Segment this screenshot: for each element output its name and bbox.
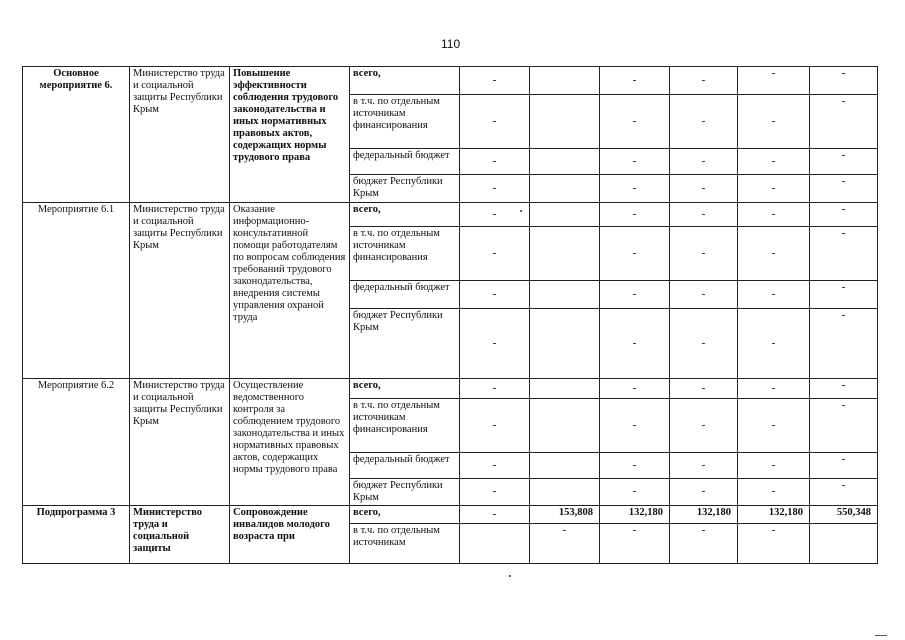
value-cell: - [738,95,810,149]
source-separate: в т.ч. по отдельным источникам [350,524,460,564]
value-cell: - [460,203,530,227]
value-cell: - [810,281,878,309]
value-cell: 153,808 [530,506,600,524]
value-cell: - [738,524,810,564]
value-cell: - [600,149,670,175]
source-federal: федеральный бюджет [350,453,460,479]
value-cell: 132,180 [600,506,670,524]
value-cell: - [460,95,530,149]
value-cell: - [460,399,530,453]
value-cell: - [738,175,810,203]
value-cell: - [460,309,530,379]
executor: Министерство труда и социальной защиты Республики Крым [130,379,230,506]
value-cell: - [738,281,810,309]
activity-description: Повышение эффективности соблюдения трудового законодательства и иных нормативных правовых актов, содержащих нормы трудового права [230,67,350,203]
value-cell: - [460,227,530,281]
value-cell: - [600,453,670,479]
value-cell: - [810,203,878,227]
activity-name: Мероприятие 6.1 [23,203,130,379]
executor: Министерство труда и социальной защиты [130,506,230,564]
value-cell [530,309,600,379]
activity-name: Основное мероприятие 6. [23,67,130,203]
value-cell [530,281,600,309]
value-cell: - [738,227,810,281]
value-cell [530,95,600,149]
source-total: всего, [350,67,460,95]
executor: Министерство труда и социальной защиты Республики Крым [130,203,230,379]
value-cell: - [460,149,530,175]
value-cell: - [600,379,670,399]
value-cell: - [670,524,738,564]
value-cell: - [600,203,670,227]
value-cell [530,399,600,453]
value-cell: - [460,479,530,506]
scan-speck [509,575,511,577]
value-cell: - [530,524,600,564]
value-cell: - [738,379,810,399]
activity-name: Подпрограмма 3 [23,506,130,564]
budget-table [22,66,878,564]
value-cell: - [460,453,530,479]
value-cell [530,149,600,175]
value-cell: - [460,506,530,524]
value-cell [530,379,600,399]
value-cell: - [600,309,670,379]
value-cell: - [600,399,670,453]
value-cell [530,175,600,203]
value-cell: - [670,175,738,203]
source-separate: в т.ч. по отдельным источникам финансирования [350,95,460,149]
source-regional: бюджет Республики Крым [350,309,460,379]
value-cell: - [670,149,738,175]
value-cell: - [460,281,530,309]
value-cell [810,524,878,564]
value-cell: - [600,95,670,149]
value-cell: - [460,379,530,399]
value-cell: - [670,379,738,399]
value-cell: 550,348 [810,506,878,524]
value-cell: - [600,524,670,564]
value-cell: - [670,203,738,227]
value-cell: - [600,67,670,95]
value-cell: - [738,399,810,453]
value-cell: - [810,175,878,203]
value-cell: - [810,399,878,453]
value-cell: - [738,149,810,175]
executor: Министерство труда и социальной защиты Республики Крым [130,67,230,203]
value-cell [530,203,600,227]
value-cell: - [738,453,810,479]
value-cell: - [670,67,738,95]
value-cell: 132,180 [738,506,810,524]
scan-speck [520,210,522,212]
activity-description: Сопровождение инвалидов молодого возраста при [230,506,350,564]
source-federal: федеральный бюджет [350,281,460,309]
value-cell: - [738,309,810,379]
source-total: всего, [350,379,460,399]
value-cell [530,479,600,506]
source-separate: в т.ч. по отдельным источникам финансирования [350,399,460,453]
value-cell [530,227,600,281]
value-cell: - [738,479,810,506]
value-cell: - [738,203,810,227]
activity-name: Мероприятие 6.2 [23,379,130,506]
value-cell: - [810,227,878,281]
value-cell: - [600,479,670,506]
activity-description: Осуществление ведомственного контроля за соблюдением трудового законодательства и иных нормативных правовых актов, содержащих нормы трудового права [230,379,350,506]
activity-description: Оказание информационно-консультативной помощи работодателям по вопросам соблюдения требований трудового законодательства, внедрения системы управления охраной труда [230,203,350,379]
value-cell: - [810,309,878,379]
source-total: всего, [350,203,460,227]
page-number: 110 [441,37,461,51]
value-cell: - [670,479,738,506]
value-cell: - [600,175,670,203]
source-regional: бюджет Республики Крым [350,479,460,506]
source-federal: федеральный бюджет [350,149,460,175]
value-cell [460,524,530,564]
value-cell: - [670,281,738,309]
value-cell: - [738,67,810,95]
value-cell: - [670,95,738,149]
value-cell: - [460,175,530,203]
value-cell: 132,180 [670,506,738,524]
value-cell: - [810,67,878,95]
value-cell: - [600,281,670,309]
value-cell: - [600,227,670,281]
value-cell: - [670,309,738,379]
value-cell: - [670,227,738,281]
value-cell: - [810,479,878,506]
scan-corner-mark [875,635,887,640]
value-cell: - [810,453,878,479]
source-regional: бюджет Республики Крым [350,175,460,203]
value-cell: - [670,399,738,453]
source-separate: в т.ч. по отдельным источникам финансирования [350,227,460,281]
value-cell: - [810,379,878,399]
value-cell [530,453,600,479]
value-cell: - [810,149,878,175]
source-total: всего, [350,506,460,524]
value-cell: - [670,453,738,479]
value-cell: - [810,95,878,149]
value-cell [530,67,600,95]
value-cell: - [460,67,530,95]
